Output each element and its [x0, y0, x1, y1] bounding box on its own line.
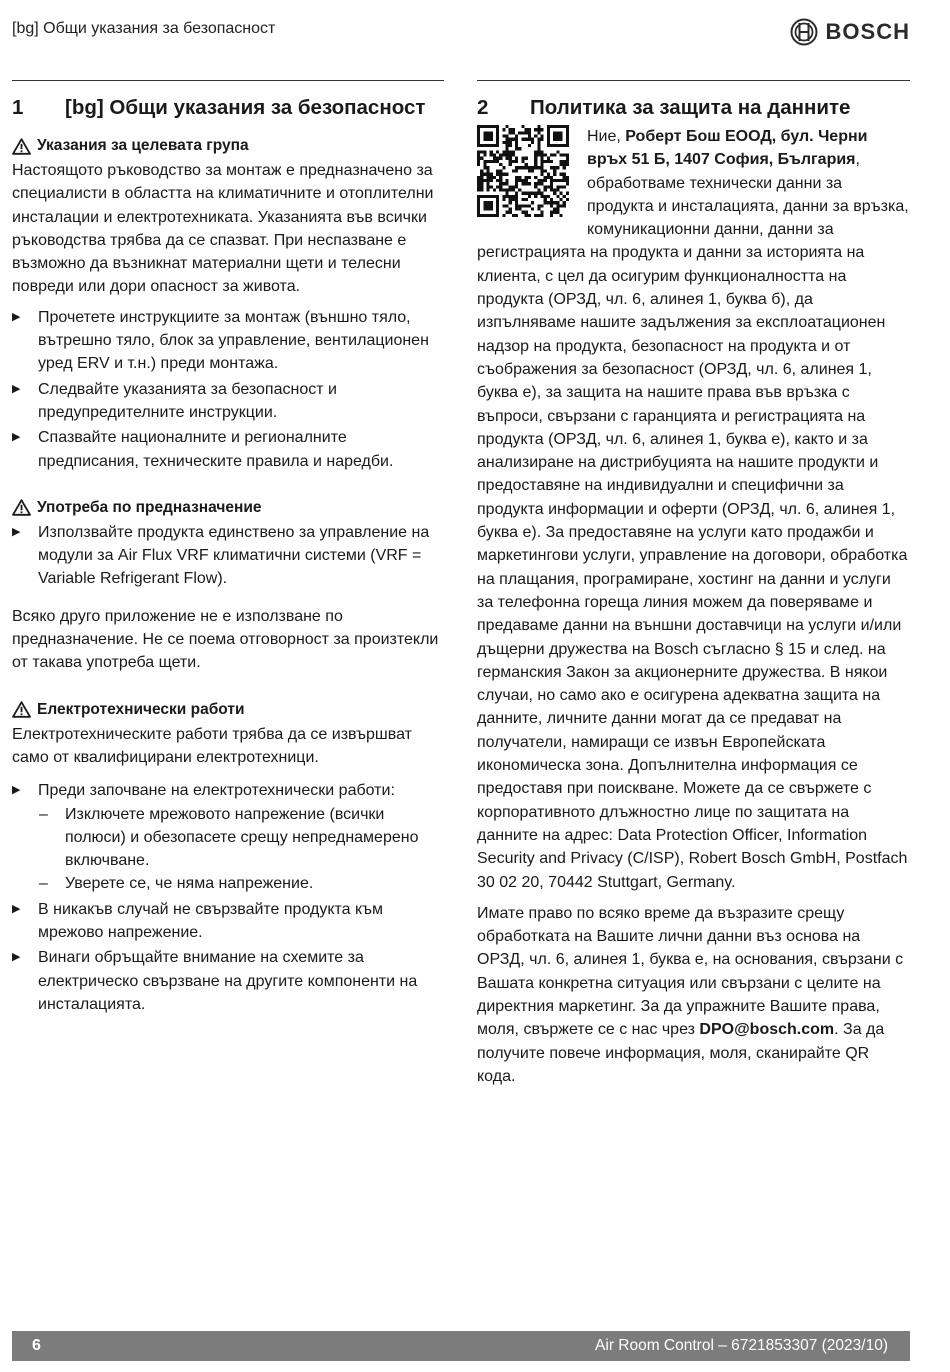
bullet-arrow-icon: ▶: [12, 382, 21, 395]
subsection-heading-target-group: Указания за целевата група: [12, 135, 444, 157]
list-item: ▶ Използвайте продукта единствено за управление на модули за Air Flux VRF климатични системи (VRF = Variable Refrigerant Flow).: [12, 521, 444, 591]
page-number: 6: [32, 1337, 41, 1354]
section-number: 1: [12, 96, 24, 119]
bullet-arrow-icon: ▶: [12, 525, 21, 538]
company-address: Роберт Бош ЕООД, бул. Черни връх 51 Б, 1407 София, България: [587, 128, 868, 169]
section-title: [12, 95, 444, 121]
qr-code-icon[interactable]: [477, 125, 569, 217]
paragraph: Електротехническите работи трябва да се извършват само от квалифицирани електротехници.: [12, 725, 412, 766]
logo-text: BOSCH: [825, 19, 910, 44]
page-footer: [12, 1331, 910, 1361]
warning-triangle-icon: [12, 138, 31, 155]
section-title-text: Политика за защита на данните: [530, 96, 851, 119]
left-column: [12, 80, 444, 1022]
privacy-body: [477, 125, 910, 1088]
sub-list: [38, 803, 444, 896]
list-item: ▶ Преди започване на електротехнически работи: – Изключете мрежовото напрежение (всички полюси) и обезопасете срещу непреднамерено включване. – Уверете се, че няма напрежение.: [12, 779, 444, 895]
bullet-arrow-icon: ▶: [12, 951, 21, 964]
subsection-heading-electrical-work: Електротехнически работи: [12, 699, 444, 721]
bosch-logo: [790, 18, 910, 46]
sub-list-item: – Уверете се, че няма напрежение.: [39, 875, 314, 893]
list-item: ▶ В никакъв случай не свързвайте продукта към мрежово напрежение.: [12, 898, 444, 945]
section-title-text: [bg] Общи указания за безопасност: [65, 96, 426, 119]
paragraph: Имате право по всяко време да възразите срещу обработката на Вашите лични данни въз основа на ОРЗД, чл. 6, алинея 1, буква е, на основания, свързани с Вашата конкретна ситуация или свързани с целите на директния маркетинг. За да упражните Вашите права, моля, свържете се с нас чрез DPO@bosch.com. За да получите повече информация, моля, сканирайте QR кода.: [477, 904, 904, 1085]
section-number: 2: [477, 96, 489, 119]
instruction-list: [12, 306, 444, 473]
list-item: ▶ Винаги обръщайте внимание на схемите за електрическо свързване на другите компоненти на инсталацията.: [12, 946, 444, 1016]
warning-triangle-icon: [12, 499, 31, 516]
paragraph: Настоящото ръководство за монтаж е предназначено за специалисти в областта на климатичните и отоплителни инсталации и електротехниката. Указанията във всички ръководства трябва да се спазват. При неспазване е възможно да възникнат материални щети и телесни повреди или дори опасност за живота.: [12, 162, 434, 296]
email-link[interactable]: DPO@bosch.com: [699, 1021, 835, 1039]
running-header: [bg] Общи указания за безопасност: [12, 20, 276, 37]
bullet-arrow-icon: ▶: [12, 902, 21, 915]
column-rule: [477, 80, 910, 81]
instruction-list: [12, 779, 444, 1016]
bosch-armature-icon: [790, 18, 818, 46]
paragraph: Всяко друго приложение не е използване по предназначение. Не се поема отговорност за произтекли от такава употреба щети.: [12, 607, 439, 672]
sub-list-item: – Изключете мрежовото напрежение (всички полюси) и обезопасете срещу непреднамерено включване.: [39, 805, 419, 870]
paragraph: Ние, Роберт Бош ЕООД, бул. Черни връх 51 Б, 1407 София, България, обработваме технически данни за продукта и инсталацията, данни за връзка, комуникационни данни, данни за регистрацията на продукта и данни за историята на клиента, с цел да осигурим функционалността на продукта (ОРЗД, чл. 6, алинея 1, буква б), да изпълняваме нашите задължения за експлоатационен надзор на продукта, безопасност на продукта и от съображения за безопасност (ОРЗД, чл. 6, алинея 1, буква е), за защита на нашите права във връзка с въпроси, свързани с гаранцията и регистрацията на продукта (ОРЗД, чл. 6, алинея 1, буква е), както и за анализиране на дистрибуцията на нашите продукти и предоставяне на индивидуални и специфични за продукта информации и оферти (ОРЗД, чл. 6, алинея 1, буква е). За предоставяне на услуги като продажби и маркетингови услуги, управление на договори, обработка на плащания, програмиране, хостинг на данни и услуги за телефонна гореща линия можем да поверяваме и предаваме данни на външни доставчици на услуги и/или дъщерни дружества на Bosch съгласно § 15 и след. на германския Закон за акционерните дружества. В някои случаи, но само ако е осигурена адекватна защита на данните, личните данни могат да се предават на получатели, намиращи се извън Европейската икономическа зона. Допълнителна информация се предоставя при поискване. Можете да се свържете с корпоративното длъжностно лице по защитата на данните на адрес: Data Protection Officer, Information Security and Privacy (C/ISP), Robert Bosch GmbH, Postfach 30 02 20, 70442 Stuttgart, Germany.: [477, 128, 909, 891]
right-column: [477, 80, 910, 1096]
section-title: [477, 95, 910, 121]
document-id: Air Room Control – 6721853307 (2023/10): [595, 1337, 888, 1354]
list-item: ▶ Прочетете инструкциите за монтаж (външно тяло, вътрешно тяло, блок за управление, вентилационен уред ERV и т.н.) преди монтажа.: [12, 306, 444, 376]
list-item: ▶ Спазвайте националните и регионалните предписания, техническите правила и наредби.: [12, 426, 444, 473]
instruction-list: [12, 521, 444, 591]
list-item: ▶ Следвайте указанията за безопасност и предупредителните инструкции.: [12, 378, 444, 425]
bullet-arrow-icon: ▶: [12, 310, 21, 323]
bullet-arrow-icon: ▶: [12, 784, 21, 797]
subsection-heading-intended-use: Употреба по предназначение: [12, 497, 444, 519]
column-rule: [12, 80, 444, 81]
warning-triangle-icon: [12, 701, 31, 718]
bullet-arrow-icon: ▶: [12, 431, 21, 444]
